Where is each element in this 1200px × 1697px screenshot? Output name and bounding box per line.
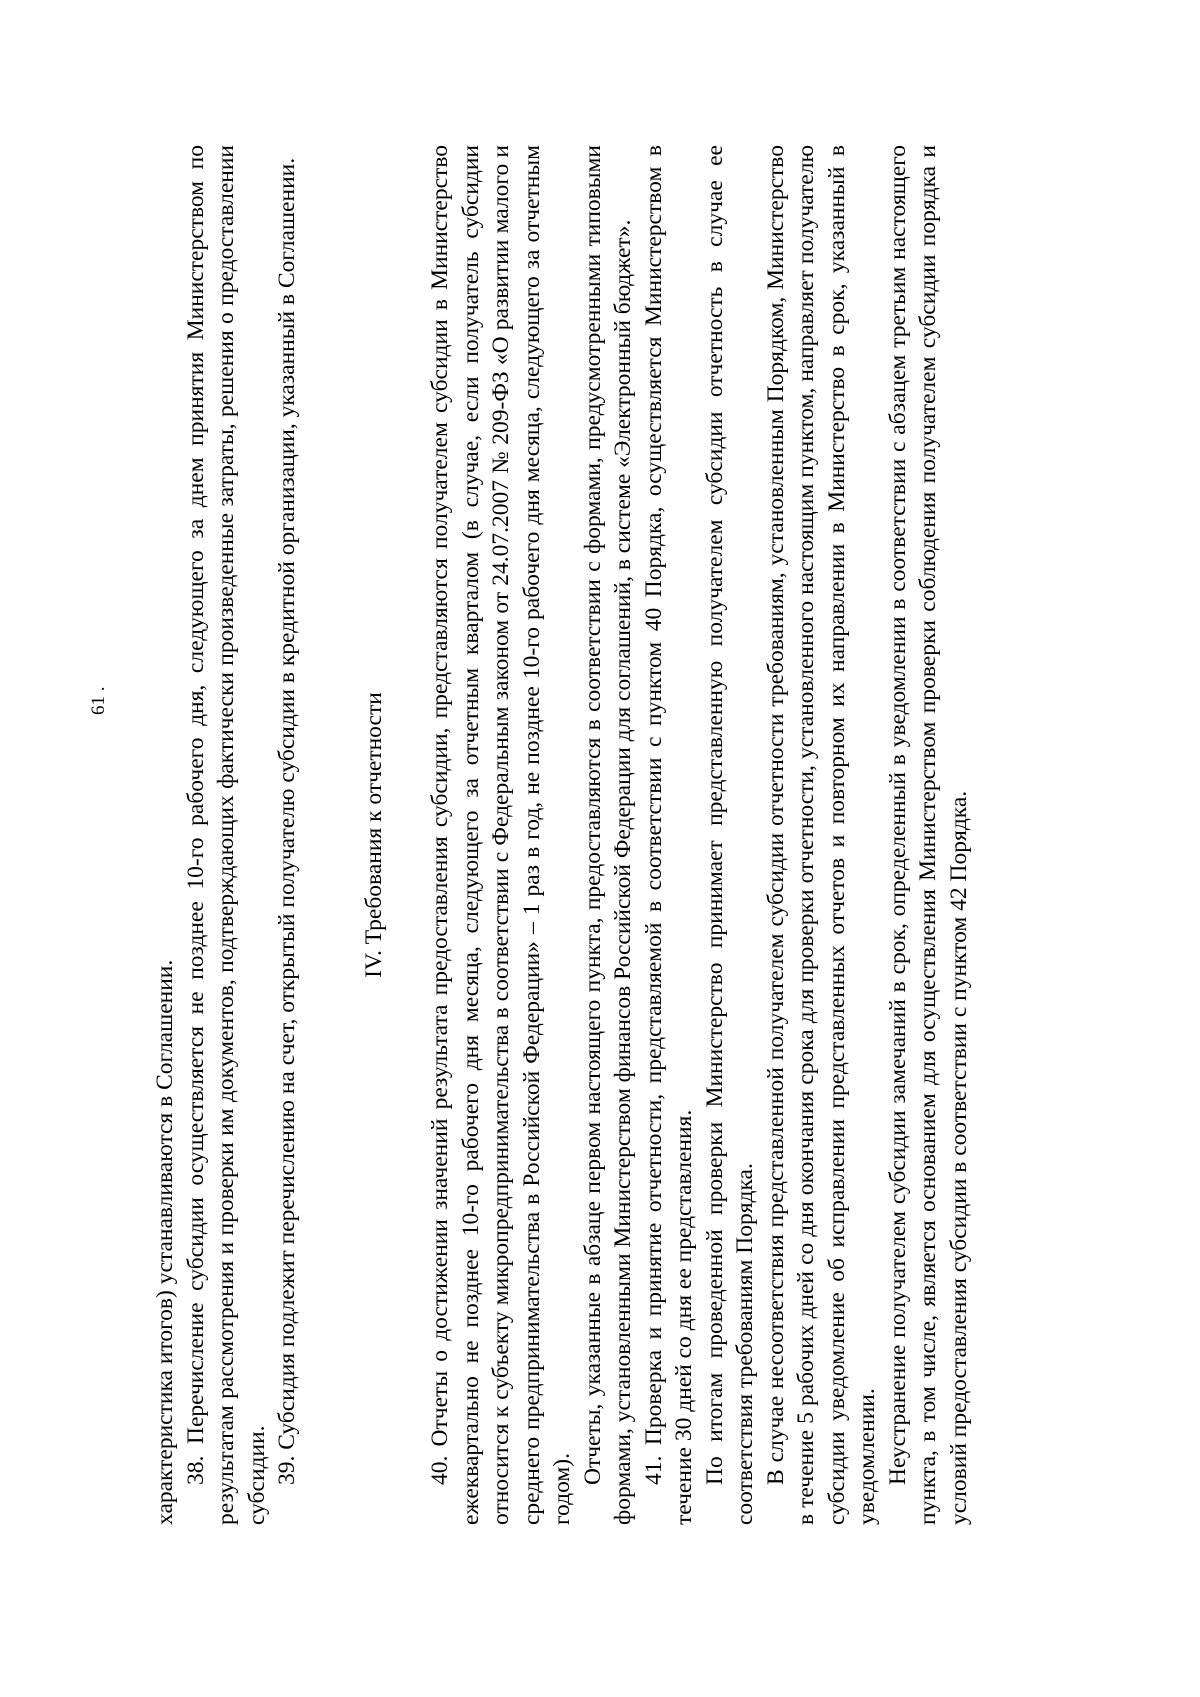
paragraph-40: 40. Отчеты о достижении значений результата предоставления субсидии, представляются получателем субсидии в Министерство ежеквартально не позднее 10-го рабочего дня месяца, следующего за отчетным кварталом (в случае, если получатель субсидии относится к субъекту микропредпринимательства в соответствии с Федеральным законом от 24.07.2007 № 209-ФЗ «О развитии малого и среднего предпринимательства в Российской Федерации» – 1 раз в год, не позднее 10-го рабочего дня месяца, следующего за отчетным годом). (427, 145, 575, 1525)
page-number-mark: . (88, 686, 109, 692)
paragraph-38: 38. Перечисление субсидии осуществляется не позднее 10-го рабочего дня, следующего за днем принятия Министерством по результатам рассмотрения и проверки им документов, подтверждающих фактически произведенные затраты, решения о предоставлении субсидии. (182, 145, 270, 1525)
paragraph-41: 41. Проверка и принятие отчетности, представляемой в соответствии с пунктом 40 Порядка, осуществляется Министерством в течение 30 дней со дня ее представления. (640, 145, 697, 1525)
rotated-page-content (88, 145, 974, 1525)
page-number (88, 687, 110, 716)
paragraph-41-second: По итогам проведенной проверки Министерство принимает представленную получателем субсидии отчетность в случае ее соответствия требованиям Порядка. (701, 145, 758, 1525)
page-number-value: 61 (88, 696, 109, 715)
paragraph-40-second: Отчеты, указанные в абзаце первом настоящего пункта, предоставляются в соответствии с формами, предусмотренными типовыми формами, установленными Министерством финансов Российской Федерации для соглашений, в системе «Электронный бюджет». (579, 145, 636, 1525)
paragraph-41-fourth: Неустранение получателем субсидии замечаний в срок, определенный в уведомлении в соответствии с абзацем третьим настоящего пункта, в том числе, является основанием для осуществления Министерством проверки соблюдения получателем субсидии порядка и условий предоставления субсидии в соответствии с пунктом 42 Порядка. (884, 145, 972, 1525)
section-heading: IV. Требования к отчетности (360, 692, 387, 978)
paragraph-39: 39. Субсидия подлежит перечислению на счет, открытый получателю субсидии в кредитной организации, указанный в Соглашении. (274, 157, 300, 1485)
paragraph-continuation: характеристика итогов) устанавливаются в Соглашении. (152, 959, 178, 1525)
paragraph-41-third: В случае несоответствия представленной получателем субсидии отчетности требованиям, установленным Порядком, Министерство в течение 5 рабочих дней со дня окончания срока для проверки отчетности, установленного настоящим пунктом, направляет получателю субсидии уведомление об исправлении представленных отчетов и повторном их направлении в Министерство в срок, указанный в уведомлении. (762, 145, 880, 1525)
